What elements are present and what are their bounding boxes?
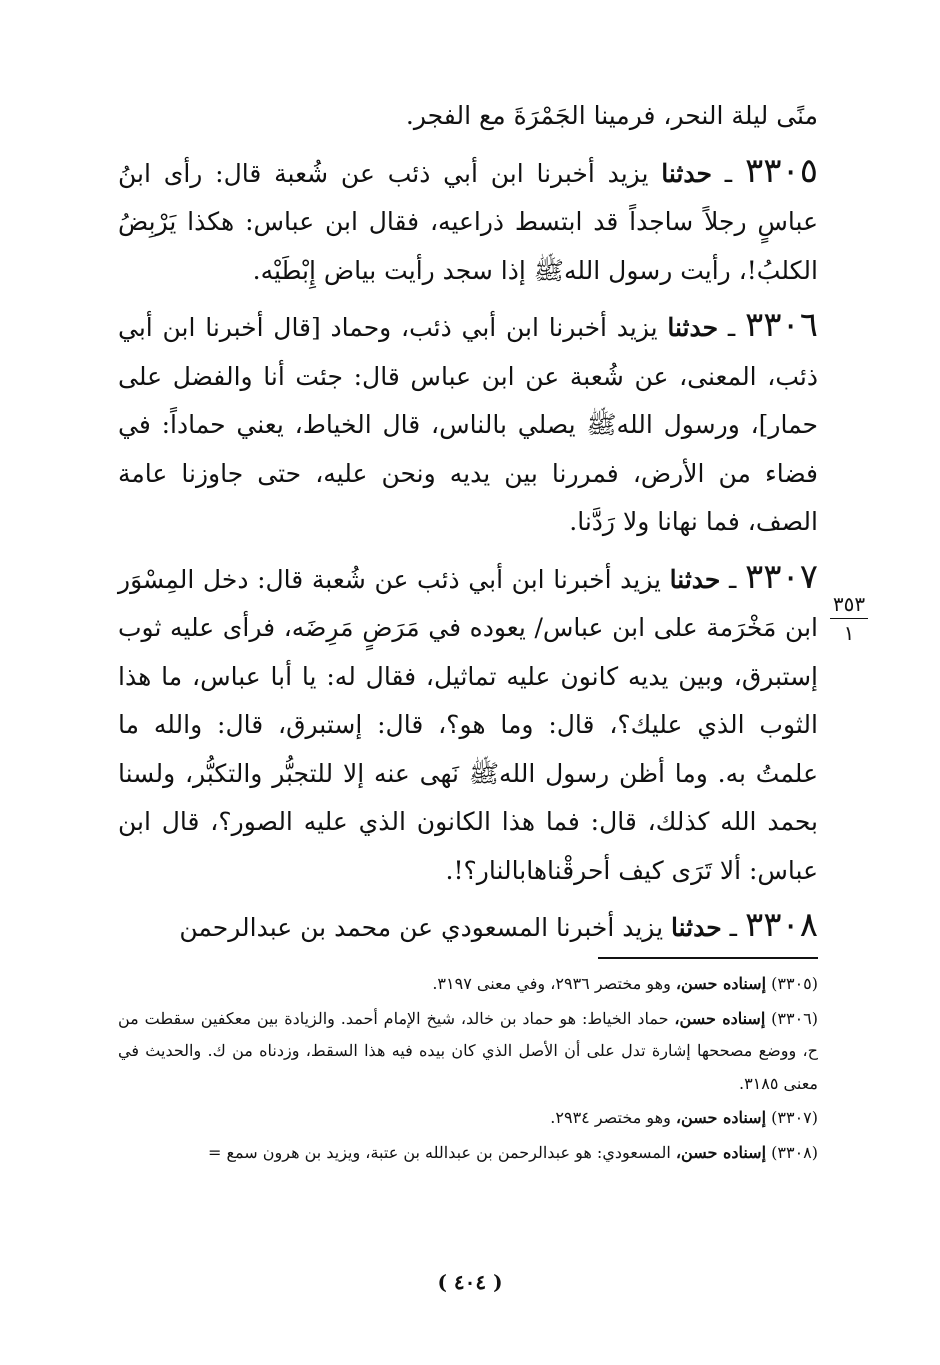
footnotes (118, 968, 818, 1171)
paragraph-continuation (118, 92, 818, 141)
hadith-text: يزيد أخبرنا المسعودي عن محمد بن عبدالرحمن (179, 913, 664, 942)
page-number: ( ٤٠٤ ) (437, 1270, 503, 1294)
footnote (118, 1137, 818, 1170)
margin-note-top: ٣٥٣ (832, 592, 866, 616)
footnote-text: وهو مختصر ٢٩٣٤. (550, 1108, 671, 1127)
footnote-label: إسناده حسن، (675, 974, 767, 993)
footnote-text: وهو مختصر ٢٩٣٦، وفي معنى ٣١٩٧. (432, 974, 671, 993)
hadith-lead-word: حدثنا (671, 913, 722, 942)
hadith-lead-word: حدثنا (669, 564, 721, 594)
hadith-text: يزيد أخبرنا ابن أبي ذئب، وحماد [قال أخبرنا ابن أبي ذئب، المعنى، عن شُعبة عن ابن عباس قال: جئت أنا والفضل على حمار]، ورسول اللهﷺ يصلي بالناس، قال الخياط، يعني حماداً: في فضاء من الأرض، فمررنا بين يديه ونحن عليه، حتى جاوزنا عامة الصف، فما نهانا ولا رَدَّنا. (118, 313, 818, 536)
footnote-ref: (٣٣٠٦) (771, 1008, 819, 1028)
footnote (118, 968, 818, 1001)
hadith-3305: ٣٣٠٥ ـ حدثنا يزيد أخبرنا ابن أبي ذئب عن شُعبة قال: رأى ابنُ عباسٍ رجلاً ساجداً قد ابتسط ذراعيه، فقال ابن عباس: هكذا يَرْبِضُ الكلبُ!، رأيت رسول اللهﷺ إذا سجد رأيت بياض إِبْطَيْه. (118, 150, 818, 285)
footnote-text: حماد الخياط: هو حماد بن خالد، شيخ الإمام أحمد. والزيادة بين معكفين سقطت من ح، ووضع مصححها إشارة تدل على أن الأصل الذي كان بيده فيه هذا السقط، وزدناه من ك. والحديث في معنى ٣١٨٥. (118, 1008, 818, 1093)
main-text (118, 92, 818, 959)
hadith-number: ٣٣٠٧ (744, 556, 819, 597)
hadith-text: يزيد أخبرنا ابن أبي ذئب عن شُعبة قال: دخل المِسْوَر ابن مَخْرَمة على ابن عباس/ يعوده في مَرَضٍ مَرِضَه، فرأى عليه ثوب إستبرق، وبين يديه كانون عليه تماثيل، فقال له: يا أبا عباس، ما هذا الثوب الذي عليك؟، قال: وما هو؟، قال: إستبرق، قال: والله ما علمتُ به. وما أظن رسول اللهﷺ نَهى عنه إلا للتجبُّر والتكبُّر، ولسنا بحمد الله كذلك، قال: فما هذا الكانون الذي عليه الصور؟، قال ابن عباس: ألا تَرَى كيف أحرقْناهابالنار؟!. (118, 564, 818, 885)
footnote-label: إسناده حسن، (675, 1108, 767, 1127)
footnote-separator (598, 957, 818, 959)
hadith-3307: ٣٣٠٧ ـ حدثنا يزيد أخبرنا ابن أبي ذئب عن شُعبة قال: دخل المِسْوَر ابن مَخْرَمة على ابن عباس/ يعوده في مَرَضٍ مَرِضَه، فرأى عليه ثوب إستبرق، وبين يديه كانون عليه تماثيل، فقال له: يا أبا عباس، ما هذا الثوب الذي عليك؟، قال: وما هو؟، قال: إستبرق، قال: والله ما علمتُ به. وما أظن رسول اللهﷺ نَهى عنه إلا للتجبُّر والتكبُّر، ولسنا بحمد الله كذلك، قال: فما هذا الكانون الذي عليه الصور؟، قال ابن عباس: ألا تَرَى كيف أحرقْناهابالنار؟!. (118, 556, 819, 885)
hadith-3308: ٣٣٠٨ ـ حدثنا يزيد أخبرنا المسعودي عن محمد بن عبدالرحمن (179, 905, 818, 945)
footnote-ref: (٣٣٠٥) (771, 974, 818, 993)
margin-note-divider (830, 618, 868, 619)
hadith-3306: ٣٣٠٦ ـ حدثنا يزيد أخبرنا ابن أبي ذئب، وحماد [قال أخبرنا ابن أبي ذئب، المعنى، عن شُعبة عن ابن عباس قال: جئت أنا والفضل على حمار]، ورسول اللهﷺ يصلي بالناس، قال الخياط، يعني حماداً: في فضاء من الأرض، فمررنا بين يديه ونحن عليه، حتى جاوزنا عامة الصف، فما نهانا ولا رَدَّنا. (118, 305, 818, 536)
footnote (118, 1003, 818, 1101)
footnote-text: المسعودي: هو عبدالرحمن بن عبدالله بن عتبة، ويزيد بن هرون سمع = (208, 1142, 671, 1162)
footnote-ref: (٣٣٠٧) (771, 1108, 818, 1127)
footnote (118, 1102, 818, 1135)
footnote-label: إسناده حسن، (675, 1142, 767, 1162)
paragraph-text: منًى ليلة النحر، فرمينا الجَمْرَةَ مع الفجر. (405, 101, 818, 130)
hadith-number: ٣٣٠٦ (744, 305, 818, 345)
hadith-lead-word: حدثنا (667, 313, 719, 342)
hadith-text: يزيد أخبرنا ابن أبي ذئب عن شُعبة قال: رأى ابنُ عباسٍ رجلاً ساجداً قد ابتسط ذراعيه، فقال ابن عباس: هكذا يَرْبِضُ الكلبُ!، رأيت رسول اللهﷺ إذا سجد رأيت بياض إِبْطَيْه. (118, 158, 818, 285)
footnote-label: إسناده حسن، (674, 1008, 766, 1028)
footnote-ref: (٣٣٠٨) (771, 1142, 818, 1162)
hadith-number: ٣٣٠٨ (744, 905, 818, 945)
margin-volume-page-note (826, 592, 872, 645)
hadith-lead-word: حدثنا (661, 158, 712, 188)
hadith-number: ٣٣٠٥ (744, 150, 818, 191)
margin-note-bottom: ١ (843, 621, 855, 645)
